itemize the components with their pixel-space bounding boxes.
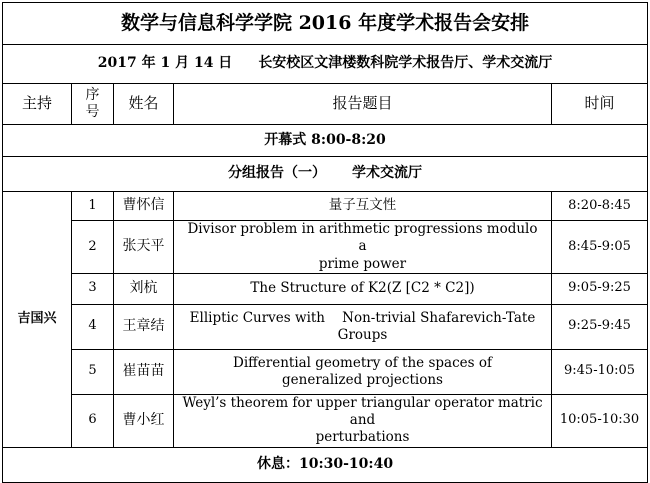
header-name: 姓名 (114, 84, 174, 125)
table-row (3, 192, 648, 221)
table-row (3, 394, 648, 447)
speaker-name: 曹怀信 (114, 192, 174, 221)
talk-time: 8:45-9:05 (552, 221, 648, 274)
speaker-name: 张天平 (114, 221, 174, 274)
talk-seq: 6 (72, 394, 114, 447)
group-room: 学术交流厅 (352, 165, 423, 182)
break-row: 休息：10:30-10:40 (3, 447, 648, 482)
talk-topic: The Structure of K2(Z [C2 * C2]) (174, 273, 552, 304)
talk-seq: 4 (72, 304, 114, 349)
header-seq: 序 号 (72, 84, 114, 125)
talk-topic: 量子互文性 (174, 192, 552, 221)
schedule-table (2, 2, 648, 483)
column-header-row (3, 84, 648, 125)
group-heading (3, 157, 648, 192)
header-host: 主持 (3, 84, 72, 125)
table-row (3, 304, 648, 349)
talk-time: 9:45-10:05 (552, 349, 648, 394)
group-label: 分组报告（一） (228, 165, 327, 182)
talk-time: 8:20-8:45 (552, 192, 648, 221)
speaker-name: 曹小红 (114, 394, 174, 447)
date-venue-row (3, 45, 648, 84)
talk-topic: Weyl’s theorem for upper triangular operator matric and perturbations (174, 394, 552, 447)
talk-seq: 3 (72, 273, 114, 304)
header-time: 时间 (552, 84, 648, 125)
speaker-name: 刘杭 (114, 273, 174, 304)
session-host: 吉国兴 (3, 192, 72, 448)
talk-seq: 1 (72, 192, 114, 221)
talk-time: 10:05-10:30 (552, 394, 648, 447)
talk-topic: Divisor problem in arithmetic progressions modulo a prime power (174, 221, 552, 274)
speaker-name: 王章结 (114, 304, 174, 349)
talk-topic: Differential geometry of the spaces of generalized projections (174, 349, 552, 394)
header-topic: 报告题目 (174, 84, 552, 125)
table-row (3, 221, 648, 274)
event-venue: 长安校区文津楼数科院学术报告厅、学术交流厅 (258, 55, 553, 72)
speaker-name: 崔苗苗 (114, 349, 174, 394)
talk-seq: 5 (72, 349, 114, 394)
opening-ceremony: 开幕式 8:00-8:20 (3, 125, 648, 157)
table-row (3, 273, 648, 304)
event-date: 2017 年 1 月 14 日 (97, 55, 233, 72)
document-title: 数学与信息科学学院 2016 年度学术报告会安排 (3, 3, 648, 45)
talk-seq: 2 (72, 221, 114, 274)
talk-topic: Elliptic Curves with Non-trivial Shafarevich-Tate Groups (174, 304, 552, 349)
talk-time: 9:05-9:25 (552, 273, 648, 304)
table-row (3, 349, 648, 394)
talk-time: 9:25-9:45 (552, 304, 648, 349)
